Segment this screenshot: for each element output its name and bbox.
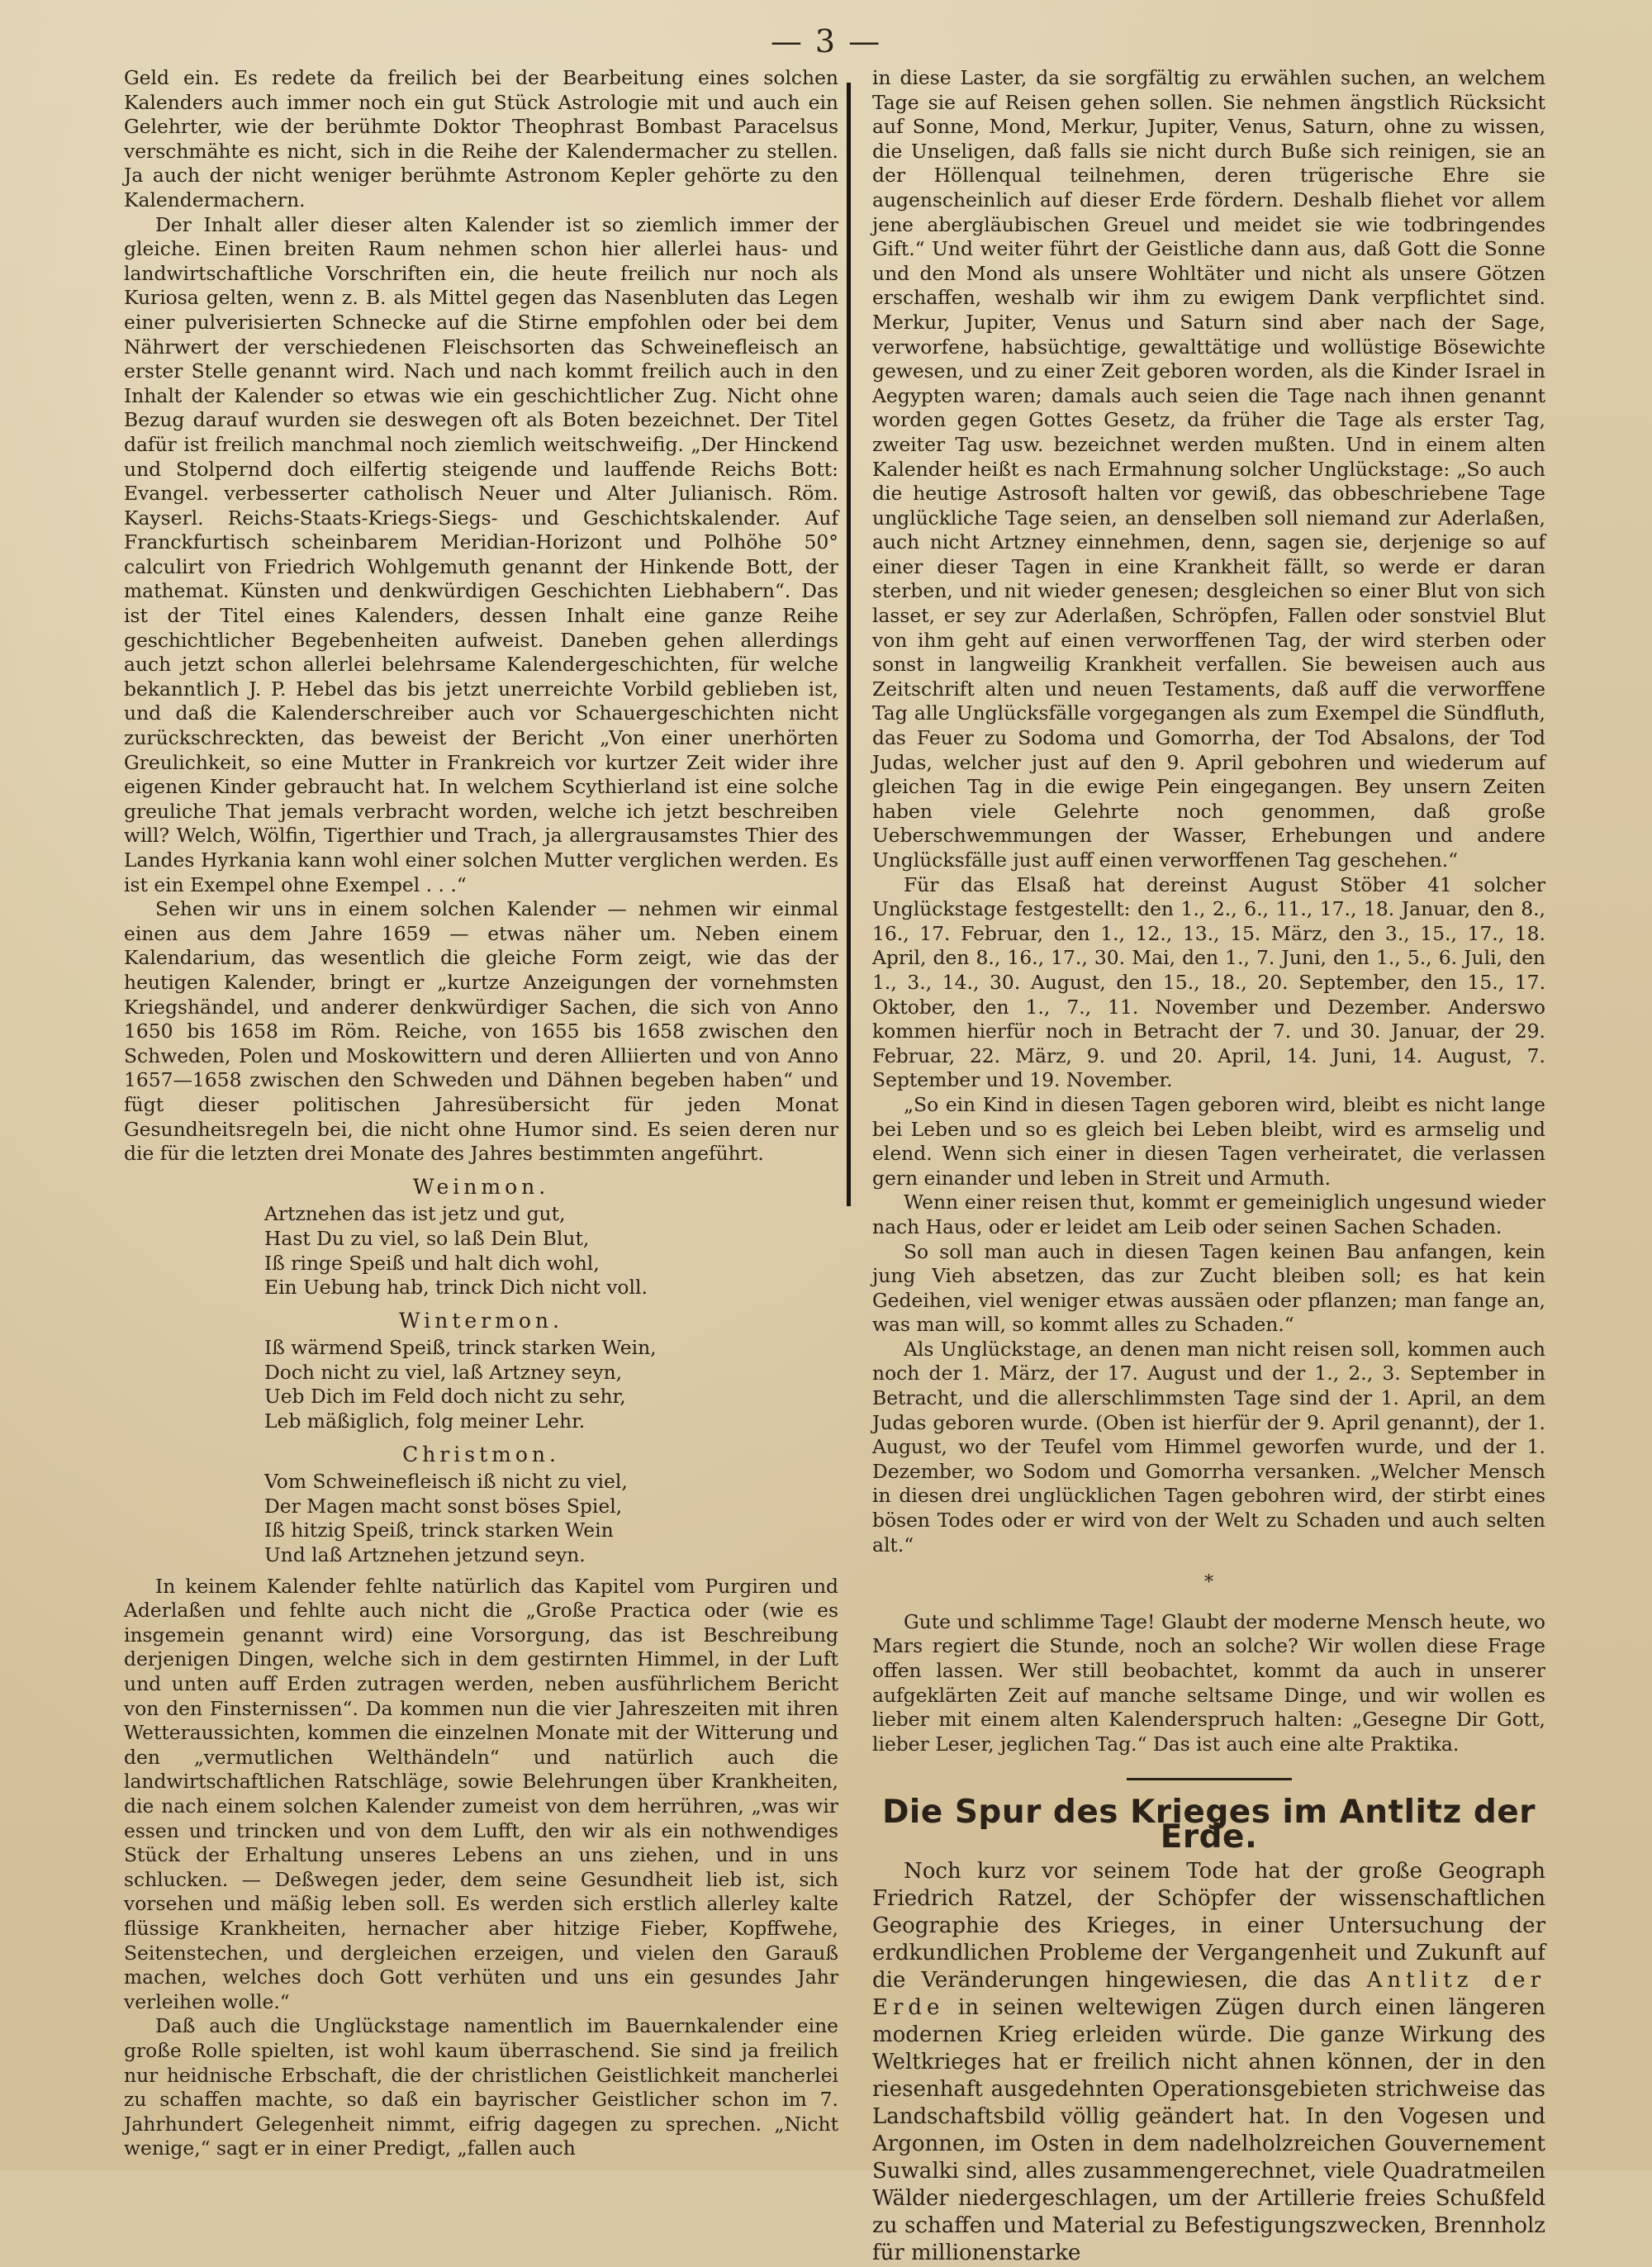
poem-verse bbox=[124, 1470, 838, 1567]
poem-heading-christmon: Christmon. bbox=[402, 1442, 560, 1466]
left-column bbox=[124, 66, 838, 2161]
poem-heading-weinmon: Weinmon. bbox=[412, 1174, 550, 1199]
text-run: Noch kurz vor seinem Tode hat der große Geograph Friedrich Ratzel, der Schöpfer der wissenschaftlichen Geographie des Krieges, in einer Untersuchung der erdkundlichen Probleme der Vergangenheit und Zukunft auf die Veränderungen hingewiesen, die das bbox=[872, 1858, 1545, 1993]
section-asterisk: * bbox=[1204, 1572, 1213, 1594]
paragraph: In keinem Kalender fehlte natürlich das Kapitel vom Purgiren und Aderlaßen und fehlte auch nicht die „Große Practica oder (wie es insgemein genannt wird) eine Vorsorgung, das ist Beschreibung derjenigen Dingen, welche sich in dem gestirnten Himmel, in der Luft und unten auff Erden zutragen werden, neben ausführlichem Bericht von den Finsternissen“. Da kommen nun die vier Jahreszeiten mit ihren Wetteraussichten, kommen die einzelnen Monate mit der Witterung und den „vermutlichen Welthändeln“ und natürlich auch die landwirtschaftlichen Ratschläge, sowie Belehrungen über Krankheiten, die nach einem solchen Kalender zumeist von dem herrühren, „was wir essen und trincken und von dem Lufft, den wir als ein nothwendiges Stück der Erhaltung unseres Lebens an uns ziehen, und in uns schlucken. — Deßwegen jeder, dem seine Gesundheit lieb ist, sich vorsehen und mäßig leben soll. Es werden sich erstlich allerley kalte flüssige Krankheiten, hernacher aber hitzige Fieber, Kopffwehe, Seitenstechen, und dergleichen erzeigen, und vielen den Garauß machen, welches doch Gott verhüten und uns ein gesundes Jahr verleihen wolle.“ bbox=[124, 1574, 838, 2013]
column-divider bbox=[847, 83, 851, 1206]
verse-line: Ueb Dich im Feld doch nicht zu sehr, bbox=[264, 1385, 626, 1409]
verse-line: Iß hitzig Speiß, trinck starken Wein bbox=[264, 1518, 614, 1542]
verse-line: Der Magen macht sonst böses Spiel, bbox=[264, 1494, 623, 1518]
section-separator bbox=[1127, 1778, 1292, 1780]
verse-line: Leb mäßiglich, folg meiner Lehr. bbox=[264, 1409, 586, 1433]
emphasized-text: Antlitz der Erde bbox=[872, 1967, 1545, 2020]
poem-verse bbox=[124, 1336, 838, 1433]
verse-line: Doch nicht zu viel, laß Artzney seyn, bbox=[264, 1360, 623, 1384]
verse-line: Ein Uebung hab, trinck Dich nicht voll. bbox=[264, 1276, 648, 1300]
text-run: in seinen weltewigen Zügen durch einen längeren modernen Krieg erleiden würde. Die ganze Wirkung des Weltkrieges hat er freilich nicht ahnen können, der in den riesenhaft ausgedehnten Operationsgebieten strichweise das Landschaftsbild völlig geändert hat. In den Vogesen und Argonnen, im Osten in dem nadelholzreichen Gouvernement Suwalki sind, alles zusammengerechnet, viele Quadratmeilen Wälder niedergeschlagen, um der Artillerie freies Schußfeld zu schaffen und Material zu Befestigungszwecken, Brennholz für millionenstarke bbox=[872, 1994, 1546, 2265]
verse-line: Vom Schweinefleisch iß nicht zu viel, bbox=[264, 1470, 628, 1494]
verse-line: Iß wärmend Speiß, trinck starken Wein, bbox=[264, 1336, 657, 1360]
verse-line: Und laß Artznehen jetzund seyn. bbox=[264, 1543, 586, 1567]
verse-line: Iß ringe Speiß und halt dich wohl, bbox=[264, 1251, 600, 1275]
right-column bbox=[872, 66, 1545, 2267]
paragraph: Wenn einer reisen thut, kommt er gemeiniglich ungesund wieder nach Haus, oder er leidet am Leib oder seinen Sachen Schaden. bbox=[872, 1191, 1545, 1238]
paragraph bbox=[872, 1858, 1545, 2267]
paragraph: „So ein Kind in diesen Tagen geboren wird, bleibt es nicht lange bei Leben und so es gleich bei Leben bleibt, wird es armselig und elend. Wenn sich einer in diesen Tagen verheiratet, die verlassen gern einander und leben in Streit und Armuth. bbox=[872, 1092, 1545, 1190]
paragraph: Gute und schlimme Tage! Glaubt der moderne Mensch heute, wo Mars regiert die Stunde, noch an solche? Wir wollen diese Frage offen lassen. Wer still beobachtet, kommt da auch in unserer aufgeklärten Zeit auf manche seltsame Dinge, und wir wollen es lieber mit einem alten Kalenderspruch halten: „Gesegne Dir Gott, lieber Leser, jeglichen Tag.“ Das ist auch eine alte Praktika. bbox=[872, 1609, 1545, 1756]
paragraph: Sehen wir uns in einem solchen Kalender — nehmen wir einmal einen aus dem Jahre 1659 — etwas näher um. Neben einem Kalendarium, das wesentlich die gleiche Form zeigt, wie das der heutigen Kalender, bringt er „kurtze Anzeigungen der vornehmsten Kriegshändel, und anderer denkwürdiger Sachen, die sich von Anno 1650 bis 1658 im Röm. Reiche, von 1655 bis 1658 zwischen den Schweden, Polen und Moskowittern und deren Alliierten und von Anno 1657—1658 zwischen den Schweden und Dähnen begeben haben“ und fügt dieser politischen Jahresübersicht für jeden Monat Gesundheitsregeln bei, die nicht ohne Humor sind. Es seien deren nur die für die letzten drei Monate des Jahres bestimmten angeführt. bbox=[124, 897, 838, 1166]
poem-verse bbox=[124, 1202, 838, 1300]
paragraph: Der Inhalt aller dieser alten Kalender ist so ziemlich immer der gleiche. Einen breiten Raum nehmen schon hier allerlei haus- und landwirtschaftliche Vorschriften ein, die heute freilich nur noch als Kuriosa gelten, wenn z. B. als Mittel gegen das Nasenbluten das Legen einer pulverisierten Schnecke auf die Stirne empfohlen oder bei dem Nährwert der verschiedenen Fleischsorten das Schweinefleisch an erster Stelle genannt wird. Nach und nach kommt freilich auch in den Inhalt der Kalender so etwas wie ein geschichtlicher Zug. Nicht ohne Bezug darauf wurden sie deswegen oft als Boten bezeichnet. Der Titel dafür ist freilich manchmal noch ziemlich weitschweifig. „Der Hinckend und Stolpernd doch eilfertig steigende und lauffende Reichs Bott: Evangel. verbesserter catholisch Neuer und Alter Julianisch. Röm. Kayserl. Reichs-Staats-Kriegs-Siegs- und Geschichtskalender. Auf Franckfurtisch scheinbarem Meridian-Horizont und Polhöhe 50° calculirt von Friedrich Wohlgemuth genannt der Hinkende Bott, der mathemat. Künsten und denkwürdigen Geschichten Liebhabern“. Das ist der Titel eines Kalenders, dessen Inhalt eine ganze Reihe geschichtlicher Begebenheiten aufweist. Daneben gehen allerdings auch jetzt schon allerlei belehrsame Kalendergeschichten, für welche bekanntlich J. P. Hebel das bis jetzt unerreichte Vorbild geblieben ist, und daß die Kalenderschreiber auch vor Schauergeschichten nicht zurückschreckten, das beweist der Bericht „Von einer unerhörten Greulichkeit, so eine Mutter in Frankreich vor kurtzer Zeit wider ihre eigenen Kinder gebraucht hat. In welchem Scythierland ist eine solche greuliche That jemals verbracht worden, welche ich jetzt beschreiben will? Welch, Wölfin, Tigerthier und Trach, ja allergrausamstes Thier des Landes Hyrkania kann wohl einer solchen Mutter verglichen werden. Es ist ein Exempel ohne Exempel . . .“ bbox=[124, 212, 838, 896]
paragraph: Als Unglückstage, an denen man nicht reisen soll, kommen auch noch der 1. März, der 17. August und der 1., 2., 3. September in Betracht, und die allerschlimmsten Tage sind der 1. April, an dem Judas geboren wurde. (Oben ist hierfür der 9. April genannt), der 1. August, wo der Teufel vom Himmel geworfen wurde, und der 1. Dezember, wo Sodom und Gomorrha versanken. „Welcher Mensch in diesen drei unglücklichen Tagen gebohren wird, der stirbt eines bösen Todes oder er wird von der Welt zu Schaden und auch selten alt.“ bbox=[872, 1337, 1545, 1556]
verse-line: Artznehen das ist jetz und gut, bbox=[264, 1202, 566, 1226]
paragraph: Geld ein. Es redete da freilich bei der Bearbeitung eines solchen Kalenders auch immer noch ein gut Stück Astrologie mit und auch ein Gelehrter, wie der berühmte Doktor Theophrast Bombast Paracelsus verschmähte es nicht, sich in die Reihe der Kalendermacher zu stellen. Ja auch der nicht weniger berühmte Astronom Kepler gehörte zu den Kalendermachern. bbox=[124, 66, 838, 211]
article-body bbox=[872, 1858, 1545, 2267]
paragraph: Für das Elsaß hat dereinst August Stöber 41 solcher Unglückstage festgestellt: den 1., 2., 6., 11., 17., 18. Januar, den 8., 16., 17. Februar, den 1., 12., 13., 15. März, den 3., 15., 17., 18. April, den 8., 16., 17., 30. Mai, den 1., 7. Juni, den 1., 5., 6. Juli, den 1., 3., 14., 30. August, den 15., 18., 20. September, den 15., 17. Oktober, den 1., 7., 11. November und Dezember. Anderswo kommen hierfür noch in Betracht der 7. und 30. Januar, der 29. Februar, 22. März, 9. und 20. April, 14. Juni, 14. August, 7. September und 19. November. bbox=[872, 872, 1545, 1092]
article-headline: Die Spur des Krieges im Antlitz der Erde. bbox=[882, 1794, 1536, 1856]
verse-line: Hast Du zu viel, so laß Dein Blut, bbox=[264, 1226, 590, 1250]
poem-heading-wintermon: Wintermon. bbox=[399, 1308, 563, 1333]
paragraph: Daß auch die Unglückstage namentlich im Bauernkalender eine große Rolle spielten, ist wohl kaum überraschend. Sie sind ja freilich nur heidnische Erbschaft, die der christlichen Geistlichkeit mancherlei zu schaffen machte, so daß ein bayrischer Geistlicher schon im 7. Jahrhundert Gelegenheit nimmt, eifrig dagegen zu sprechen. „Nicht wenige,“ sagt er in einer Predigt, „fallen auch bbox=[124, 2014, 838, 2160]
paragraph: So soll man auch in diesen Tagen keinen Bau anfangen, kein jung Vieh absetzen, das zur Zucht bleiben soll; es hat kein Gedeihen, viel weniger etwas aussäen oder pflanzen; man fange an, was man will, so kommt alles zu Schaden.“ bbox=[872, 1239, 1545, 1337]
paragraph: in diese Laster, da sie sorgfältig zu erwählen suchen, an welchem Tage sie auf Reisen gehen sollen. Sie nehmen ängstlich Rücksicht auf Sonne, Mond, Merkur, Jupiter, Venus, Saturn, ohne zu wissen, die Unseligen, daß falls sie nicht durch Buße sich reinigen, sie an der Höllenqual teilnehmen, deren trügerische Ehre sie augenscheinlich auf dieser Erde fördern. Deshalb fliehet vor allem jene abergläubischen Greuel und meidet sie wie todbringendes Gift.“ Und weiter führt der Geistliche dann aus, daß Gott die Sonne und den Mond als unsere Wohltäter und nicht als unsere Götzen erschaffen, weshalb wir ihm zu ewigem Dank verpflichtet sind. Merkur, Jupiter, Venus und Saturn sind aber nach der Sage, verworfene, habsüchtige, gewalttätige und wollüstige Bösewichte gewesen, und zu einer Zeit geboren worden, als die Kinder Israel in Aegypten waren; damals auch seien die Tage nach ihnen genannt worden gegen Gottes Gesetz, da früher die Tage als erster Tag, zweiter Tag usw. bezeichnet werden mußten. Und in einem alten Kalender heißt es nach Ermahnung solcher Unglückstage: „So auch die heutige Astrosoft halten vor gewiß, das obbeschriebene Tage unglückliche Tage seien, an denselben soll niemand zur Aderlaßen, auch nicht Artzney einnehmen, denn, sagen sie, derjenige so auf einer dieser Tagen in eine Krankheit fällt, so werde er daran sterben, und nit wieder genesen; desgleichen so einer Blut von sich lasset, er sey zur Aderlaßen, Schröpfen, Fallen oder sonstviel Blut von ihm geht auf einen verworffenen Tag, der wird sterben oder sonst in langweilig Krankheit verfallen. Sie beweisen auch aus Zeitschrift alten und neuen Testaments, daß auff die verworffene Tag alle Unglücksfälle vorgegangen als zum Exempel die Sündfluth, das Feuer zu Sodoma und Gomorrha, der Tod Absalons, der Tod Judas, welcher just auf den 9. April gebohren und wiederum auf gleichen Tag in die ewige Pein eingegangen. Bey unsern Zeiten haben viele Gelehrte noch genommen, daß große Ueberschwemmungen der Wasser, Erhebungen und andere Unglücksfälle just auff einen verworffenen Tag geschehen.“ bbox=[872, 66, 1545, 872]
page-number: — 3 — bbox=[770, 23, 882, 59]
